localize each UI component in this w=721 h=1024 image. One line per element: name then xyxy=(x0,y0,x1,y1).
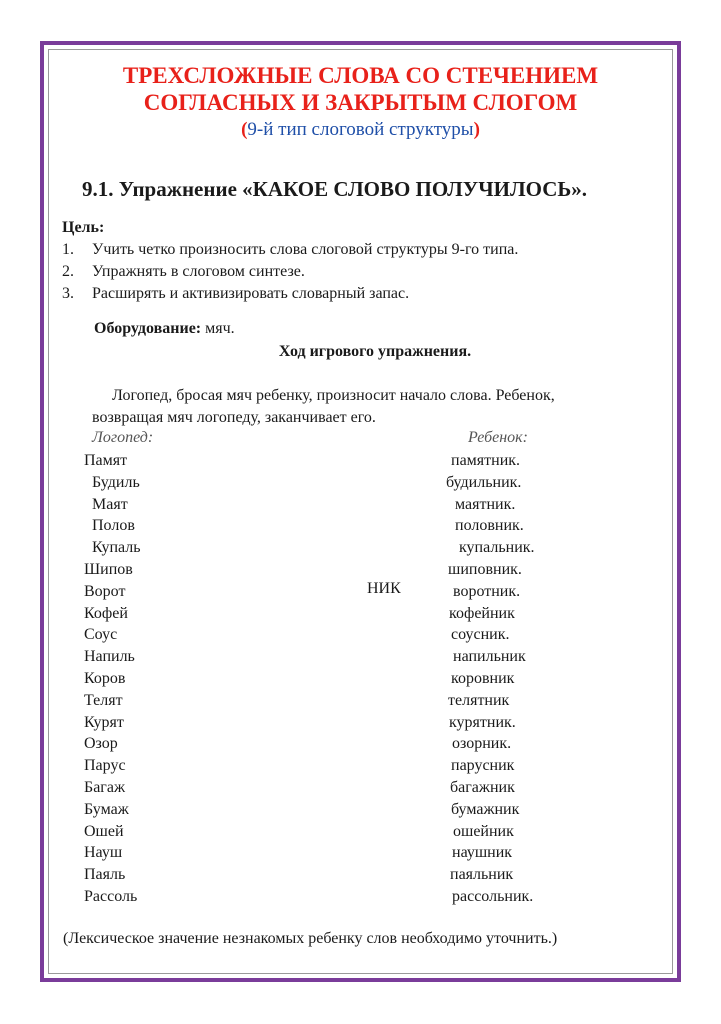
child-word: наушник xyxy=(452,844,513,862)
therapist-word: Курят xyxy=(84,713,124,731)
child-word: купальник. xyxy=(459,539,535,557)
subtitle-text: 9-й тип слоговой структуры xyxy=(247,119,474,140)
child-word: озорник. xyxy=(452,735,512,753)
goal-item-number: 3. xyxy=(62,285,74,302)
instruction-line-1-text: Логопед, бросая мяч ребенку, произносит начало слова. Ребенок, xyxy=(112,387,555,404)
title-line-1: ТРЕХСЛОЖНЫЕ СЛОВА СО СТЕЧЕНИЕМ xyxy=(122,63,599,88)
child-word: соусник. xyxy=(451,626,510,644)
child-word: рассольник. xyxy=(452,888,534,905)
therapist-word: Кофей xyxy=(84,604,128,622)
child-word: воротник. xyxy=(453,582,521,600)
subtitle-paren-open: ( xyxy=(241,119,248,140)
subtitle-paren-close: ) xyxy=(473,119,480,140)
child-word: паяльник xyxy=(450,866,514,884)
therapist-word: Парус xyxy=(84,757,126,775)
therapist-word: Бумаж xyxy=(84,800,129,818)
child-word: шиповник. xyxy=(448,561,522,578)
therapist-word: Соус xyxy=(84,626,118,644)
child-word: парусник xyxy=(451,757,515,775)
goal-item xyxy=(62,262,305,282)
therapist-word: Телят xyxy=(84,691,123,709)
child-word: кофейник xyxy=(449,604,515,622)
goal-label: Цель: xyxy=(62,219,105,236)
goal-item xyxy=(62,284,409,304)
child-word: коровник xyxy=(451,670,515,687)
goal-item xyxy=(62,240,518,260)
therapist-word: Паяль xyxy=(84,866,126,884)
goal-item-text: Учить четко произносить слова слоговой структуры 9-го типа. xyxy=(92,241,519,258)
therapist-word: Памят xyxy=(84,452,128,469)
goal-item-text: Расширять и активизировать словарный запас. xyxy=(92,285,410,302)
equipment-line xyxy=(94,320,235,338)
child-word: половник. xyxy=(455,517,524,535)
therapist-word: Рассоль xyxy=(84,888,138,905)
goal-item-number: 1. xyxy=(62,241,74,258)
therapist-word: Науш xyxy=(84,844,123,862)
therapist-word: Шипов xyxy=(84,561,133,578)
equipment-value: мяч. xyxy=(201,320,235,337)
therapist-word: Будиль xyxy=(92,473,140,491)
goal-item-text: Упражнять в слоговом синтезе. xyxy=(92,263,305,280)
therapist-word: Ошей xyxy=(84,822,124,840)
child-word: бумажник xyxy=(451,800,520,818)
child-word: курятник. xyxy=(449,713,516,731)
equipment-label: Оборудование: xyxy=(94,320,202,337)
therapist-word: Коров xyxy=(84,670,126,687)
child-word: ошейник xyxy=(453,822,514,840)
therapist-word: Купаль xyxy=(92,539,141,557)
therapist-word: Ворот xyxy=(84,582,126,600)
column-heading-child: Ребенок: xyxy=(468,429,528,446)
course-title: Ход игрового упражнения. xyxy=(278,343,472,360)
child-word: напильник xyxy=(453,648,526,666)
therapist-word: Озор xyxy=(84,735,118,753)
suffix-label: НИК xyxy=(367,580,401,597)
therapist-word: Маят xyxy=(92,495,128,513)
subtitle xyxy=(0,119,721,141)
column-heading-therapist: Логопед: xyxy=(92,429,154,446)
footnote: (Лексическое значение незнакомых ребенку слов необходимо уточнить.) xyxy=(63,930,558,947)
exercise-heading: 9.1. Упражнение «КАКОЕ СЛОВО ПОЛУЧИЛОСЬ». xyxy=(82,177,588,201)
therapist-word: Полов xyxy=(92,517,135,535)
child-word: маятник. xyxy=(455,495,516,513)
instruction-line-2: возвращая мяч логопеду, заканчивает его. xyxy=(92,409,376,426)
child-word: телятник xyxy=(448,691,510,709)
goal-item-number: 2. xyxy=(62,263,74,280)
therapist-word: Напиль xyxy=(84,648,135,666)
instruction-paragraph xyxy=(92,385,652,429)
title-line-2: СОГЛАСНЫХ И ЗАКРЫТЫМ СЛОГОМ xyxy=(143,90,578,115)
child-word: будильник. xyxy=(446,473,522,491)
child-word: багажник xyxy=(450,779,515,796)
child-word: памятник. xyxy=(451,452,521,469)
therapist-word: Багаж xyxy=(84,779,126,796)
instruction-line-1 xyxy=(92,385,652,407)
